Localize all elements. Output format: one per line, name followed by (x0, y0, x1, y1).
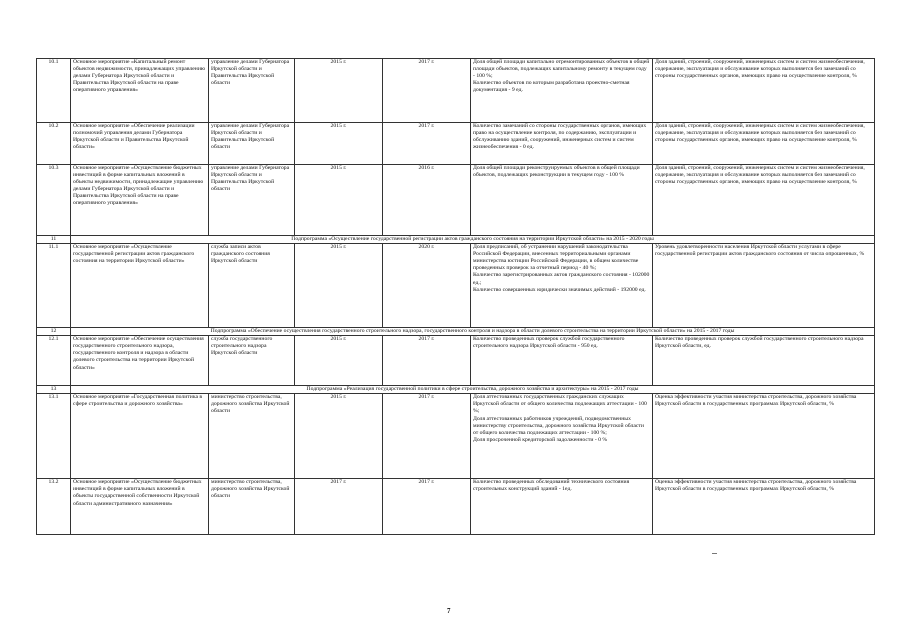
scan-mark (712, 553, 717, 554)
direct-results: Количество замечаний со стороны государственных органов, имеющих право на осуществление контроля, по содержанию, эксплуатации и обслуживанию зданий, сооружений, инженерных систем и систем жизнеобеспечения - 0 ед. (471, 123, 653, 165)
row-number: 13.2 (37, 479, 71, 535)
responsible-executor: управление делами Губернатора Иркутской области и Правительства Иркутской области (209, 123, 295, 165)
end-year: 2016 г. (383, 165, 471, 236)
subprogram-title: Подпрограмма «Обеспечение осуществления государственного строительного надзора, государственного контроля и надзора в области долевого строительства на территории Иркутской области» на 2015 - 2017 годы (71, 328, 875, 336)
responsible-executor: министерство строительства, дорожного хозяйства Иркутской области (209, 479, 295, 535)
start-year: 2015 г. (295, 165, 383, 236)
target-indicators: Количество проведенных проверок службой государственного строительного надзора Иркутской области, ед. (653, 336, 875, 386)
start-year: 2015 г. (295, 244, 383, 328)
target-indicators: Оценка эффективности участия министерства строительства, дорожного хозяйства Иркутской области в государственных программах Иркутской области, % (653, 394, 875, 479)
activity-name: Основное мероприятие «Осуществление бюджетных инвестиций в форме капитальных вложений в объекты государственной собственности Иркутской области административного назначения» (71, 479, 209, 535)
activity-name: Основное мероприятие «Обеспечение осуществления государственного строительного надзора, государственного контроля и надзора в области долевого строительства на территории Иркутской области» (71, 336, 209, 386)
row-number: 11.1 (37, 244, 71, 328)
subprogram-title: Подпрограмма «Осуществление государственной регистрации актов гражданского состояния на территории Иркутской области» на 2015 - 2020 годы (71, 236, 875, 244)
responsible-executor: служба государственного строительного надзора Иркутской области (209, 336, 295, 386)
direct-results: Доля общей площади капитально отремонтированных объектов в общей площади объектов, подлежащих капитальному ремонту в текущем году - 100 %; Количество объектов по которым разработана проектно-сметная документация - 9 ед. (471, 59, 653, 123)
responsible-executor: управление делами Губернатора Иркутской области и Правительства Иркутской области (209, 59, 295, 123)
start-year: 2017 г. (295, 479, 383, 535)
row-number: 13.1 (37, 394, 71, 479)
table-row (37, 59, 875, 123)
page-number: 7 (447, 607, 451, 615)
activity-name: Основное мероприятие «Осуществление государственной регистрации актов гражданского состояния на территории Иркутской области» (71, 244, 209, 328)
subprogram-number: 12 (37, 328, 71, 336)
start-year: 2015 г. (295, 394, 383, 479)
table-row (37, 394, 875, 479)
start-year: 2015 г. (295, 123, 383, 165)
activity-name: Основное мероприятие «Осуществление бюджетных инвестиций в форме капитальных вложений в объекты недвижимости, принадлежащие управлению делами Губернатора Иркутской области и Правительства Иркутской области на праве оперативного управления» (71, 165, 209, 236)
table-row (37, 336, 875, 386)
end-year: 2017 г. (383, 123, 471, 165)
activity-name: Основное мероприятие «Обеспечение реализации полномочий управления делами Губернатора Иркутской области и Правительства Иркутской области» (71, 123, 209, 165)
end-year: 2017 г. (383, 394, 471, 479)
responsible-executor: министерство строительства, дорожного хозяйства Иркутской области (209, 394, 295, 479)
table-row (37, 123, 875, 165)
row-number: 10.1 (37, 59, 71, 123)
row-number: 10.3 (37, 165, 71, 236)
subprogram-number: 13 (37, 386, 71, 394)
programs-table-body (37, 59, 875, 535)
direct-results: Доля общей площади реконструируемых объектов в общей площади объектов, подлежащих реконструкции в текущем году - 100 % (471, 165, 653, 236)
subprogram-row (37, 328, 875, 336)
activity-name: Основное мероприятие «Капитальный ремонт объектов недвижимости, принадлежащих управлению делами Губернатора Иркутской области и Правительства Иркутской области на праве оперативного управления» (71, 59, 209, 123)
table-row (37, 165, 875, 236)
end-year: 2017 г. (383, 336, 471, 386)
end-year: 2017 г. (383, 479, 471, 535)
row-number: 10.2 (37, 123, 71, 165)
end-year: 2017 г. (383, 59, 471, 123)
table-row (37, 479, 875, 535)
target-indicators: Доля зданий, строений, сооружений, инженерных систем и систем жизнеобеспечения, содержание, эксплуатация и обслуживание которых выполняется без замечаний со стороны государственных органов, имеющих право на осуществление контроля, % (653, 165, 875, 236)
direct-results: Количество проведенных обследований технического состояния строительных конструкций зданий - 1ед. (471, 479, 653, 535)
start-year: 2015 г. (295, 336, 383, 386)
end-year: 2020 г. (383, 244, 471, 328)
direct-results: Доля аттестованных государственных гражданских служащих Иркутской области от общего количества подлежащих аттестации - 100 %; Доля аттестованных работников учреждений, подведомственных министерству строительства, дорожного хозяйства Иркутской области от общего количества подлежащих аттестации - 100 %; Доля просроченной кредиторской задолженности - 0 % (471, 394, 653, 479)
responsible-executor: управление делами Губернатора Иркутской области и Правительства Иркутской области (209, 165, 295, 236)
programs-table (36, 58, 875, 535)
subprogram-row (37, 386, 875, 394)
start-year: 2015 г. (295, 59, 383, 123)
activity-name: Основное мероприятие «Государственная политика в сфере строительства и дорожного хозяйства» (71, 394, 209, 479)
responsible-executor: служба записи актов гражданского состояния Иркутской области (209, 244, 295, 328)
target-indicators: Уровень удовлетворенности населения Иркутской области услугами в сфере государственной регистрации актов гражданского состояния от числа опрошенных, % (653, 244, 875, 328)
direct-results: Доля предписаний, об устранении нарушений законодательства Российской Федерации, внесенных территориальными органами министерства юстиции Российской Федерации, в общем количестве проведенных проверок за отчетный период - 40 %; Количество зарегистрированных актов гражданского состояния - 102000 ед.; Количество совершенных юридически значимых действий - 192000 ед. (471, 244, 653, 328)
target-indicators: Оценка эффективности участия министерства строительства, дорожного хозяйства Иркутской области в государственных программах Иркутской области, % (653, 479, 875, 535)
table-row (37, 244, 875, 328)
direct-results: Количество проведенных проверок службой государственного строительного надзора Иркутской области - 950 ед. (471, 336, 653, 386)
row-number: 12.1 (37, 336, 71, 386)
subprogram-number: 11 (37, 236, 71, 244)
subprogram-row (37, 236, 875, 244)
target-indicators: Доля зданий, строений, сооружений, инженерных систем и систем жизнеобеспечения, содержание, эксплуатация и обслуживание которых выполняется без замечаний со стороны государственных органов, имеющих право на осуществление контроля, % (653, 123, 875, 165)
target-indicators: Доля зданий, строений, сооружений, инженерных систем и систем жизнеобеспечения, содержание, эксплуатация и обслуживание которых выполняется без замечаний со стороны государственных органов, имеющих право на осуществление контроля, % (653, 59, 875, 123)
subprogram-title: Подпрограмма «Реализация государственной политики в сфере строительства, дорожного хозяйства и архитектуры» на 2015 - 2017 годы (71, 386, 875, 394)
